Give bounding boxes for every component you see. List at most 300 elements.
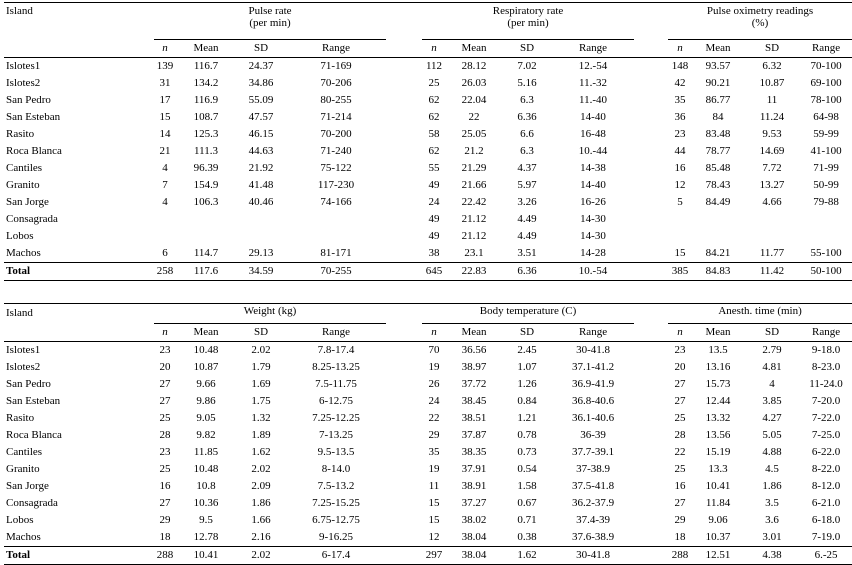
table-cell: 37.7-39.1	[571, 445, 615, 458]
spacer	[404, 228, 422, 245]
spacer	[386, 228, 404, 245]
spacer	[650, 228, 668, 245]
table-cell: 1.32	[251, 411, 271, 424]
spacer	[386, 359, 404, 376]
table-cell: 15	[159, 111, 171, 123]
spacer	[386, 75, 404, 92]
table-cell: 5.05	[762, 428, 782, 441]
table-cell: 84.21	[705, 247, 731, 259]
table-cell: 24.37	[248, 60, 274, 72]
table-cell: 12.51	[692, 546, 744, 564]
table-cell: 7-19.0	[811, 530, 841, 543]
table-cell: 84	[712, 111, 724, 123]
table-cell: 6-18.0	[811, 513, 841, 526]
table-cell: 0.38	[517, 530, 537, 543]
table-cell: 12.-54	[578, 60, 608, 72]
group-title: Pulse rate	[248, 5, 292, 17]
table-cell: 38.45	[461, 394, 487, 407]
table-cell: 58	[428, 128, 440, 140]
table-cell: 7.72	[762, 162, 782, 174]
spacer	[142, 75, 154, 92]
table-cell: 114.7	[193, 247, 219, 259]
table-cell: 69-100	[810, 77, 842, 89]
spacer	[142, 143, 154, 160]
table-cell: 30-41.8	[576, 343, 610, 356]
column-header: Mean	[176, 40, 236, 58]
table-cell: 4	[162, 162, 168, 174]
spacer	[386, 393, 404, 410]
table-cell: 70	[428, 343, 440, 356]
table-cell: 27	[674, 496, 686, 509]
island-name: San Pedro	[6, 377, 51, 390]
spacer	[634, 529, 650, 547]
table-cell: 7-25.0	[811, 428, 841, 441]
table-cell: 2.79	[762, 343, 782, 356]
column-header: Range	[800, 323, 852, 341]
column-header: Mean	[692, 40, 744, 58]
table-row	[4, 194, 852, 211]
spacer	[634, 75, 650, 92]
column-header: Range	[800, 40, 852, 58]
spacer	[386, 177, 404, 194]
table-cell: 25.05	[461, 128, 487, 140]
column-header: Range	[552, 323, 634, 341]
island-name: Total	[4, 546, 142, 564]
spacer	[386, 495, 404, 512]
table-cell: 42	[674, 77, 686, 89]
table-cell: 21.92	[248, 162, 274, 174]
table-cell: 8-14.0	[321, 462, 351, 475]
table-cell: 1.86	[762, 479, 782, 492]
island-name: Machos	[6, 530, 41, 543]
table-cell: 4	[162, 196, 168, 208]
table-cell: 23.1	[464, 247, 484, 259]
table-cell: 4.38	[744, 546, 800, 564]
column-header: n	[154, 323, 176, 341]
table-row	[4, 376, 852, 393]
spacer	[404, 263, 422, 281]
spacer	[4, 40, 142, 58]
table-cell: 9-18.0	[811, 343, 841, 356]
spacer	[386, 92, 404, 109]
table-cell: 38.04	[446, 546, 502, 564]
table-cell: 11-24.0	[809, 377, 843, 390]
spacer	[650, 427, 668, 444]
spacer	[386, 3, 404, 40]
table-cell: 59-99	[813, 128, 839, 140]
table-cell: 80-255	[320, 94, 352, 106]
table-cell: 14	[159, 128, 171, 140]
island-name: Granito	[6, 462, 40, 475]
table-cell: 4.37	[517, 162, 537, 174]
table-cell: 62	[428, 145, 440, 157]
table-cell: 7.8-17.4	[317, 343, 355, 356]
table-cell: 22.04	[461, 94, 487, 106]
table-cell: 8-22.0	[811, 462, 841, 475]
table-cell: 14-40	[580, 111, 606, 123]
spacer	[142, 177, 154, 194]
table-cell: 1.07	[517, 360, 537, 373]
spacer	[404, 304, 422, 324]
table-cell: 86.77	[705, 94, 731, 106]
table-cell: 14-40	[580, 179, 606, 191]
table-cell: 34.59	[236, 263, 286, 281]
table-cell: 1.79	[251, 360, 271, 373]
table-cell: 7.5-13.2	[317, 479, 355, 492]
column-header: SD	[744, 323, 800, 341]
table-cell: 85.48	[705, 162, 731, 174]
spacer	[650, 444, 668, 461]
table-cell: 6-17.4	[286, 546, 386, 564]
table-cell	[800, 228, 852, 245]
spacer	[634, 177, 650, 194]
table-cell: 106.3	[193, 196, 219, 208]
table-row	[4, 160, 852, 177]
table-cell: 20	[159, 360, 171, 373]
table-cell: 96.39	[193, 162, 219, 174]
table-cell: 22	[428, 411, 440, 424]
table-cell: 22.83	[446, 263, 502, 281]
group-header	[422, 3, 634, 40]
table-cell: 9.5-13.5	[317, 445, 355, 458]
table-cell: 37.5-41.8	[571, 479, 615, 492]
table-cell: 21.66	[461, 179, 487, 191]
spacer	[634, 546, 650, 564]
island-name: Total	[4, 263, 142, 281]
table-cell: 12.44	[705, 394, 731, 407]
spacer	[404, 546, 422, 564]
spacer	[404, 58, 422, 76]
table-row	[4, 461, 852, 478]
table-cell: 385	[668, 263, 692, 281]
table-cell: 5.16	[517, 77, 537, 89]
table-cell: 50-100	[800, 263, 852, 281]
table-row	[4, 427, 852, 444]
table-cell: 2.02	[236, 546, 286, 564]
table-cell: 18	[159, 530, 171, 543]
table-cell: 3.51	[517, 247, 537, 259]
table-cell: 7.5-11.75	[315, 377, 357, 390]
table-cell: 297	[422, 546, 446, 564]
spacer	[650, 177, 668, 194]
spacer	[386, 211, 404, 228]
table-cell: 0.67	[517, 496, 537, 509]
table-cell: 148	[671, 60, 689, 72]
spacer	[142, 410, 154, 427]
spacer	[404, 40, 422, 58]
table-cell: 9.86	[196, 394, 216, 407]
spacer	[404, 194, 422, 211]
spacer	[650, 359, 668, 376]
table-cell: 41-100	[810, 145, 842, 157]
spacer	[634, 341, 650, 359]
table-cell: 36.1-40.6	[571, 411, 615, 424]
group-header-row	[4, 304, 852, 324]
table-cell: 645	[422, 263, 446, 281]
spacer	[404, 75, 422, 92]
spacer	[142, 3, 154, 40]
table-cell: 29	[428, 428, 440, 441]
table-cell: 38.97	[461, 360, 487, 373]
table-cell: 108.7	[193, 111, 219, 123]
spacer	[386, 323, 404, 341]
spacer	[650, 160, 668, 177]
table-cell: 55	[428, 162, 440, 174]
table-cell: 26	[428, 377, 440, 390]
spacer	[650, 211, 668, 228]
spacer	[404, 126, 422, 143]
spacer	[142, 160, 154, 177]
spacer	[142, 323, 154, 341]
spacer	[386, 427, 404, 444]
table-cell	[800, 211, 852, 228]
table-cell: 71-240	[320, 145, 352, 157]
island-name: San Pedro	[6, 94, 51, 106]
table-cell: 288	[668, 546, 692, 564]
group-title: Body temperature (C)	[479, 305, 577, 317]
table-cell: 14.69	[759, 145, 785, 157]
spacer	[650, 75, 668, 92]
table-cell: 14-28	[580, 247, 606, 259]
table-cell: 23	[159, 343, 171, 356]
table-cell: 15	[428, 496, 440, 509]
table-cell: 3.01	[762, 530, 782, 543]
island-header: Island	[6, 307, 33, 319]
table-row	[4, 92, 852, 109]
table-cell: 4.81	[762, 360, 782, 373]
table-cell: 2.45	[517, 343, 537, 356]
table-cell: 70-100	[810, 60, 842, 72]
table-row	[4, 143, 852, 160]
spacer	[142, 393, 154, 410]
table-cell: 2.02	[251, 343, 271, 356]
table-cell: 6.36	[502, 263, 552, 281]
table-cell: 16	[674, 479, 686, 492]
column-header: Mean	[176, 323, 236, 341]
table-cell: 37.6-38.9	[571, 530, 615, 543]
spacer	[404, 461, 422, 478]
spacer	[142, 245, 154, 263]
table-cell	[236, 211, 286, 228]
table-cell: 27	[674, 394, 686, 407]
spacer	[386, 245, 404, 263]
table-cell: 1.26	[517, 377, 537, 390]
spacer	[404, 160, 422, 177]
spacer	[634, 58, 650, 76]
table-cell: 9.53	[762, 128, 782, 140]
table-cell: 4.66	[762, 196, 782, 208]
total-row	[4, 546, 852, 564]
spacer	[650, 478, 668, 495]
table-cell: 4.27	[762, 411, 782, 424]
table-cell: 46.15	[248, 128, 274, 140]
table-cell: 27	[159, 496, 171, 509]
spacer	[650, 3, 668, 40]
table-cell: 10.-54	[552, 263, 634, 281]
group-unit: (%)	[751, 17, 769, 29]
table-cell	[154, 228, 176, 245]
table-cell: 49	[428, 179, 440, 191]
table-cell: 7.02	[517, 60, 537, 72]
pulse-respiratory-oximetry-table	[4, 2, 852, 281]
spacer	[142, 109, 154, 126]
table-cell: 22	[674, 445, 686, 458]
table-cell: 49	[428, 230, 440, 242]
spacer	[650, 194, 668, 211]
island-name: Rasito	[6, 128, 35, 140]
table-cell: 14-38	[580, 162, 606, 174]
spacer	[650, 143, 668, 160]
table-cell: 9-16.25	[319, 530, 353, 543]
table-cell	[692, 228, 744, 245]
table-cell: 44	[674, 145, 686, 157]
spacer	[634, 393, 650, 410]
table-cell: 30-41.8	[552, 546, 634, 564]
table-cell: 38	[428, 247, 440, 259]
table-cell: 38.51	[461, 411, 487, 424]
spacer	[634, 3, 650, 40]
table-cell	[154, 211, 176, 228]
table-cell: 15	[428, 513, 440, 526]
table-cell: 4.88	[762, 445, 782, 458]
spacer	[634, 245, 650, 263]
spacer	[650, 495, 668, 512]
spacer	[634, 263, 650, 281]
table-cell: 14-30	[580, 213, 606, 225]
table-cell: 29	[159, 513, 171, 526]
table-cell: 139	[156, 60, 174, 72]
column-header: Range	[286, 323, 386, 341]
table-cell: 71-169	[320, 60, 352, 72]
island-name: Islotes1	[6, 343, 41, 356]
table-cell: 37.91	[461, 462, 487, 475]
spacer	[634, 461, 650, 478]
table-cell	[744, 228, 800, 245]
spacer	[142, 495, 154, 512]
spacer	[404, 427, 422, 444]
spacer	[650, 40, 668, 58]
table-cell: 3.26	[517, 196, 537, 208]
table-cell: 83.48	[705, 128, 731, 140]
island-name: Consagrada	[6, 213, 58, 225]
spacer	[404, 393, 422, 410]
table-row	[4, 177, 852, 194]
table-cell: 49	[428, 213, 440, 225]
table-cell: 37.72	[461, 377, 487, 390]
table-cell: 20	[674, 360, 686, 373]
spacer	[650, 393, 668, 410]
table-cell: 24	[428, 394, 440, 407]
spacer	[650, 245, 668, 263]
group-title: Weight (kg)	[243, 305, 297, 317]
table-cell: 16-26	[580, 196, 606, 208]
table-cell: 5.97	[517, 179, 537, 191]
table-cell: 19	[428, 360, 440, 373]
table-cell: 10.48	[193, 343, 219, 356]
spacer	[386, 58, 404, 76]
spacer	[142, 444, 154, 461]
table-cell: 25	[674, 411, 686, 424]
column-header: n	[422, 40, 446, 58]
table-cell: 2.16	[251, 530, 271, 543]
table-cell: 37-38.9	[576, 462, 610, 475]
table-row	[4, 512, 852, 529]
spacer	[650, 109, 668, 126]
spacer	[634, 323, 650, 341]
spacer	[142, 194, 154, 211]
spacer	[142, 126, 154, 143]
island-name: Rasito	[6, 411, 35, 424]
group-header	[154, 3, 386, 40]
table-cell: 37.4-39	[576, 513, 610, 526]
table-cell: 44.63	[248, 145, 274, 157]
table-cell: 7-20.0	[811, 394, 841, 407]
spacer	[634, 160, 650, 177]
spacer	[142, 92, 154, 109]
table-cell: 6-22.0	[811, 445, 841, 458]
spacer	[404, 177, 422, 194]
table-cell: 81-171	[320, 247, 352, 259]
spacer	[634, 376, 650, 393]
table-row	[4, 228, 852, 245]
table-cell: 10.-44	[578, 145, 608, 157]
column-header: n	[422, 323, 446, 341]
column-header: SD	[744, 40, 800, 58]
column-header: n	[668, 40, 692, 58]
table-cell: 22	[468, 111, 480, 123]
spacer	[634, 40, 650, 58]
spacer	[386, 546, 404, 564]
table-cell	[176, 211, 236, 228]
table-cell: 2.02	[251, 462, 271, 475]
table-cell: 41.48	[248, 179, 274, 191]
table-cell: 13.56	[705, 428, 731, 441]
spacer	[142, 461, 154, 478]
spacer	[404, 410, 422, 427]
table-cell: 47.57	[248, 111, 274, 123]
table-cell: 10.8	[196, 479, 216, 492]
table-row	[4, 58, 852, 76]
group-title: Pulse oximetry readings	[706, 5, 814, 17]
spacer	[386, 263, 404, 281]
table-cell: 29.13	[248, 247, 274, 259]
table-cell: 28	[159, 428, 171, 441]
table-cell: 29	[674, 513, 686, 526]
table-cell: 78.43	[705, 179, 731, 191]
table-cell: 16	[674, 162, 686, 174]
island-name: San Esteban	[6, 394, 61, 407]
table-cell: 22.42	[461, 196, 487, 208]
spacer	[634, 410, 650, 427]
table-cell: 8-23.0	[811, 360, 841, 373]
table-cell: 21	[159, 145, 171, 157]
table-cell: 74-166	[320, 196, 352, 208]
island-name: San Jorge	[6, 479, 49, 492]
island-name: Roca Blanca	[6, 145, 62, 157]
table-cell: 4	[769, 377, 775, 390]
table-cell: 6.6	[520, 128, 534, 140]
table-cell	[176, 228, 236, 245]
table-cell: 11.-40	[579, 94, 608, 106]
spacer	[634, 427, 650, 444]
spacer	[650, 92, 668, 109]
spacer	[650, 263, 668, 281]
column-header: SD	[236, 323, 286, 341]
table-cell: 12.78	[193, 530, 219, 543]
table-cell: 27	[674, 377, 686, 390]
table-cell: 10.41	[705, 479, 731, 492]
table-cell: 15.19	[705, 445, 731, 458]
